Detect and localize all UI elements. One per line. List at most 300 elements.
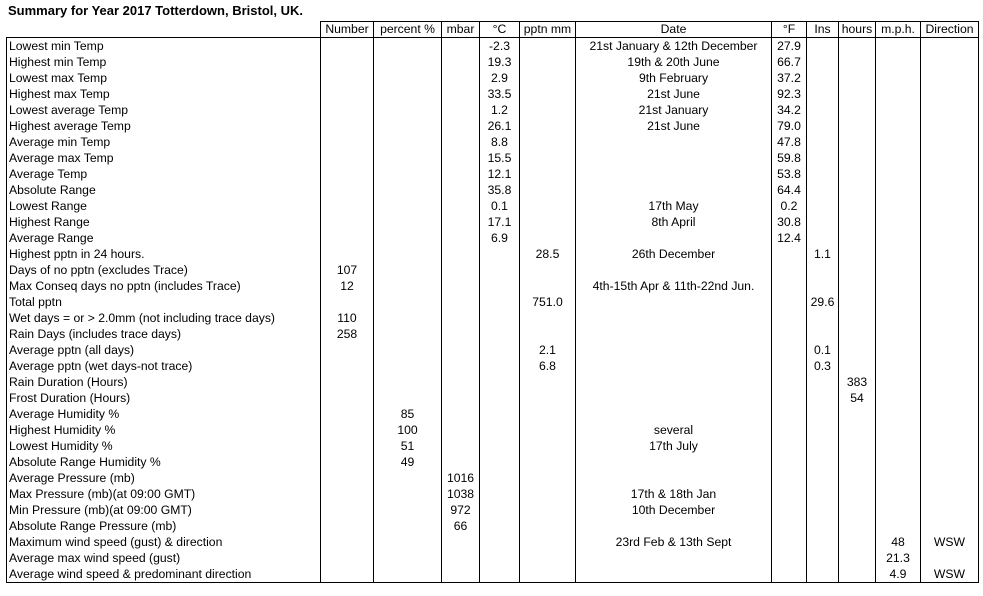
cell-ins	[807, 134, 839, 150]
cell-pptn	[520, 118, 576, 134]
cell-date: 23rd Feb & 13th Sept	[576, 534, 772, 550]
cell-ins	[807, 422, 839, 438]
header-row	[7, 22, 979, 38]
cell-mph	[876, 454, 921, 470]
cell-direction	[921, 518, 979, 534]
cell-direction	[921, 438, 979, 454]
cell-percent	[374, 326, 442, 342]
cell-mph	[876, 342, 921, 358]
cell-percent	[374, 534, 442, 550]
cell-mbar	[442, 374, 480, 390]
cell-mbar	[442, 86, 480, 102]
cell-pptn	[520, 502, 576, 518]
table-row	[7, 566, 979, 583]
cell-hours: 54	[839, 390, 876, 406]
cell-celsius	[480, 342, 520, 358]
cell-fahrenheit: 37.2	[772, 70, 807, 86]
cell-date: 9th February	[576, 70, 772, 86]
cell-mbar	[442, 118, 480, 134]
table-row	[7, 294, 979, 310]
cell-label: Average pptn (wet days-not trace)	[7, 358, 321, 374]
cell-mbar: 1038	[442, 486, 480, 502]
cell-direction	[921, 358, 979, 374]
cell-percent	[374, 294, 442, 310]
table-body	[7, 38, 979, 583]
cell-date	[576, 262, 772, 278]
table-row	[7, 38, 979, 55]
header-label-cell	[7, 22, 321, 38]
cell-percent	[374, 70, 442, 86]
cell-ins	[807, 550, 839, 566]
cell-mph	[876, 102, 921, 118]
cell-fahrenheit	[772, 470, 807, 486]
table-row	[7, 198, 979, 214]
cell-celsius: 6.9	[480, 230, 520, 246]
header-mbar: mbar	[442, 22, 480, 38]
cell-hours	[839, 310, 876, 326]
cell-percent: 85	[374, 406, 442, 422]
cell-celsius	[480, 566, 520, 583]
cell-number	[321, 54, 374, 70]
cell-celsius: 1.2	[480, 102, 520, 118]
cell-mbar: 1016	[442, 470, 480, 486]
cell-date	[576, 310, 772, 326]
cell-celsius: 33.5	[480, 86, 520, 102]
cell-hours	[839, 406, 876, 422]
cell-pptn	[520, 150, 576, 166]
header-percent: percent %	[374, 22, 442, 38]
cell-label: Average Humidity %	[7, 406, 321, 422]
cell-fahrenheit: 92.3	[772, 86, 807, 102]
cell-celsius	[480, 534, 520, 550]
cell-pptn	[520, 566, 576, 583]
cell-label: Average wind speed & predominant direction	[7, 566, 321, 583]
cell-label: Total pptn	[7, 294, 321, 310]
cell-fahrenheit: 59.8	[772, 150, 807, 166]
cell-direction	[921, 422, 979, 438]
cell-fahrenheit: 30.8	[772, 214, 807, 230]
cell-fahrenheit	[772, 566, 807, 583]
cell-direction	[921, 406, 979, 422]
cell-direction	[921, 374, 979, 390]
cell-mph	[876, 182, 921, 198]
cell-hours	[839, 262, 876, 278]
cell-celsius: -2.3	[480, 38, 520, 55]
cell-direction	[921, 310, 979, 326]
cell-direction	[921, 294, 979, 310]
cell-pptn	[520, 406, 576, 422]
summary-table	[6, 21, 979, 583]
cell-date: 19th & 20th June	[576, 54, 772, 70]
cell-hours	[839, 438, 876, 454]
cell-pptn	[520, 470, 576, 486]
cell-mph: 4.9	[876, 566, 921, 583]
cell-mbar	[442, 534, 480, 550]
cell-date	[576, 454, 772, 470]
header-hours: hours	[839, 22, 876, 38]
cell-direction	[921, 230, 979, 246]
cell-date	[576, 470, 772, 486]
header-fahrenheit: °F	[772, 22, 807, 38]
cell-ins	[807, 166, 839, 182]
cell-percent	[374, 38, 442, 55]
cell-celsius	[480, 454, 520, 470]
cell-mph	[876, 502, 921, 518]
cell-number	[321, 438, 374, 454]
cell-celsius	[480, 550, 520, 566]
cell-number	[321, 230, 374, 246]
cell-date	[576, 326, 772, 342]
cell-celsius: 19.3	[480, 54, 520, 70]
cell-mph	[876, 214, 921, 230]
cell-mph	[876, 470, 921, 486]
cell-pptn	[520, 182, 576, 198]
cell-pptn: 2.1	[520, 342, 576, 358]
cell-mbar	[442, 166, 480, 182]
cell-date: several	[576, 422, 772, 438]
cell-pptn	[520, 198, 576, 214]
header-number: Number	[321, 22, 374, 38]
cell-ins	[807, 86, 839, 102]
table-row	[7, 326, 979, 342]
cell-ins	[807, 54, 839, 70]
table-row	[7, 150, 979, 166]
cell-number	[321, 454, 374, 470]
cell-direction	[921, 70, 979, 86]
cell-label: Highest Range	[7, 214, 321, 230]
cell-label: Average pptn (all days)	[7, 342, 321, 358]
cell-direction: WSW	[921, 534, 979, 550]
cell-hours	[839, 166, 876, 182]
table-row	[7, 278, 979, 294]
cell-direction	[921, 486, 979, 502]
cell-pptn	[520, 310, 576, 326]
table-row	[7, 470, 979, 486]
cell-pptn	[520, 134, 576, 150]
cell-date	[576, 134, 772, 150]
cell-percent: 100	[374, 422, 442, 438]
cell-fahrenheit	[772, 310, 807, 326]
cell-celsius	[480, 278, 520, 294]
cell-mph	[876, 54, 921, 70]
header-date: Date	[576, 22, 772, 38]
cell-mph	[876, 358, 921, 374]
cell-celsius	[480, 294, 520, 310]
cell-pptn	[520, 278, 576, 294]
table-row	[7, 214, 979, 230]
cell-number	[321, 102, 374, 118]
cell-direction	[921, 390, 979, 406]
cell-direction	[921, 246, 979, 262]
cell-percent	[374, 214, 442, 230]
cell-percent	[374, 502, 442, 518]
cell-number	[321, 422, 374, 438]
cell-mbar	[442, 566, 480, 583]
cell-pptn	[520, 70, 576, 86]
cell-date: 21st June	[576, 86, 772, 102]
cell-hours	[839, 454, 876, 470]
cell-ins	[807, 438, 839, 454]
cell-hours	[839, 38, 876, 55]
cell-pptn	[520, 390, 576, 406]
cell-label: Rain Days (includes trace days)	[7, 326, 321, 342]
cell-mph	[876, 246, 921, 262]
cell-direction	[921, 118, 979, 134]
cell-mph	[876, 422, 921, 438]
cell-pptn	[520, 422, 576, 438]
cell-celsius	[480, 486, 520, 502]
cell-celsius	[480, 390, 520, 406]
cell-pptn	[520, 534, 576, 550]
cell-celsius: 2.9	[480, 70, 520, 86]
cell-pptn	[520, 38, 576, 55]
cell-percent	[374, 166, 442, 182]
cell-mbar	[442, 150, 480, 166]
cell-direction	[921, 86, 979, 102]
cell-number	[321, 342, 374, 358]
cell-fahrenheit	[772, 518, 807, 534]
header-celsius: °C	[480, 22, 520, 38]
cell-mbar	[442, 230, 480, 246]
cell-label: Frost Duration (Hours)	[7, 390, 321, 406]
cell-label: Average min Temp	[7, 134, 321, 150]
cell-hours	[839, 214, 876, 230]
cell-mph: 48	[876, 534, 921, 550]
cell-number: 258	[321, 326, 374, 342]
cell-percent	[374, 278, 442, 294]
cell-mbar	[442, 182, 480, 198]
cell-ins	[807, 262, 839, 278]
cell-label: Lowest max Temp	[7, 70, 321, 86]
cell-ins: 0.3	[807, 358, 839, 374]
table-row	[7, 518, 979, 534]
cell-percent: 49	[374, 454, 442, 470]
cell-direction	[921, 278, 979, 294]
cell-label: Absolute Range	[7, 182, 321, 198]
cell-hours	[839, 294, 876, 310]
cell-celsius: 12.1	[480, 166, 520, 182]
cell-direction	[921, 326, 979, 342]
cell-celsius	[480, 374, 520, 390]
cell-label: Days of no pptn (excludes Trace)	[7, 262, 321, 278]
cell-mbar	[442, 358, 480, 374]
cell-fahrenheit: 66.7	[772, 54, 807, 70]
cell-mph	[876, 390, 921, 406]
cell-label: Average Temp	[7, 166, 321, 182]
cell-mbar	[442, 278, 480, 294]
cell-pptn: 6.8	[520, 358, 576, 374]
table-row	[7, 246, 979, 262]
cell-mbar	[442, 70, 480, 86]
cell-hours	[839, 54, 876, 70]
table-row	[7, 534, 979, 550]
cell-number	[321, 198, 374, 214]
table-row	[7, 454, 979, 470]
cell-mph	[876, 262, 921, 278]
cell-hours	[839, 534, 876, 550]
cell-number	[321, 214, 374, 230]
cell-mbar	[442, 102, 480, 118]
cell-pptn: 751.0	[520, 294, 576, 310]
cell-percent	[374, 86, 442, 102]
cell-percent	[374, 230, 442, 246]
cell-fahrenheit	[772, 278, 807, 294]
cell-percent	[374, 150, 442, 166]
cell-hours	[839, 70, 876, 86]
table-row	[7, 486, 979, 502]
cell-hours	[839, 182, 876, 198]
cell-fahrenheit: 0.2	[772, 198, 807, 214]
cell-direction	[921, 102, 979, 118]
cell-fahrenheit: 34.2	[772, 102, 807, 118]
cell-number: 12	[321, 278, 374, 294]
cell-date: 8th April	[576, 214, 772, 230]
cell-mph	[876, 326, 921, 342]
cell-date	[576, 518, 772, 534]
cell-mbar: 972	[442, 502, 480, 518]
cell-label: Absolute Range Humidity %	[7, 454, 321, 470]
cell-direction	[921, 166, 979, 182]
cell-label: Rain Duration (Hours)	[7, 374, 321, 390]
cell-label: Highest min Temp	[7, 54, 321, 70]
cell-celsius	[480, 406, 520, 422]
table-row	[7, 70, 979, 86]
page-title: Summary for Year 2017 Totterdown, Bristol, UK.	[8, 3, 303, 18]
cell-ins	[807, 374, 839, 390]
cell-pptn	[520, 102, 576, 118]
cell-celsius: 17.1	[480, 214, 520, 230]
cell-celsius	[480, 502, 520, 518]
cell-percent	[374, 390, 442, 406]
cell-ins	[807, 150, 839, 166]
cell-mph	[876, 438, 921, 454]
cell-number	[321, 38, 374, 55]
cell-fahrenheit: 79.0	[772, 118, 807, 134]
cell-date	[576, 406, 772, 422]
cell-mph	[876, 198, 921, 214]
cell-mbar	[442, 214, 480, 230]
cell-date: 4th-15th Apr & 11th-22nd Jun.	[576, 278, 772, 294]
cell-hours	[839, 486, 876, 502]
cell-hours	[839, 150, 876, 166]
cell-ins	[807, 502, 839, 518]
cell-label: Wet days = or > 2.0mm (not including trace days)	[7, 310, 321, 326]
cell-ins	[807, 566, 839, 583]
cell-number	[321, 550, 374, 566]
cell-percent	[374, 246, 442, 262]
cell-fahrenheit	[772, 326, 807, 342]
cell-fahrenheit: 53.8	[772, 166, 807, 182]
cell-fahrenheit: 27.9	[772, 38, 807, 55]
cell-fahrenheit	[772, 550, 807, 566]
cell-fahrenheit	[772, 534, 807, 550]
cell-direction	[921, 454, 979, 470]
cell-date	[576, 166, 772, 182]
cell-number: 110	[321, 310, 374, 326]
table-row	[7, 422, 979, 438]
table-row	[7, 310, 979, 326]
cell-hours	[839, 422, 876, 438]
cell-fahrenheit	[772, 262, 807, 278]
cell-ins: 29.6	[807, 294, 839, 310]
cell-celsius	[480, 358, 520, 374]
cell-pptn	[520, 518, 576, 534]
cell-fahrenheit: 64.4	[772, 182, 807, 198]
cell-label: Average max wind speed (gust)	[7, 550, 321, 566]
table-row	[7, 438, 979, 454]
table-row	[7, 374, 979, 390]
cell-mbar	[442, 246, 480, 262]
cell-fahrenheit	[772, 454, 807, 470]
cell-pptn	[520, 214, 576, 230]
cell-celsius	[480, 246, 520, 262]
cell-ins	[807, 230, 839, 246]
cell-hours	[839, 342, 876, 358]
cell-number	[321, 166, 374, 182]
cell-mph	[876, 134, 921, 150]
cell-pptn	[520, 438, 576, 454]
cell-hours	[839, 134, 876, 150]
cell-mph	[876, 486, 921, 502]
header-direction: Direction	[921, 22, 979, 38]
cell-label: Average Pressure (mb)	[7, 470, 321, 486]
cell-percent	[374, 374, 442, 390]
cell-label: Lowest Range	[7, 198, 321, 214]
cell-celsius	[480, 310, 520, 326]
cell-mbar	[442, 294, 480, 310]
cell-ins: 1.1	[807, 246, 839, 262]
cell-celsius: 0.1	[480, 198, 520, 214]
cell-date	[576, 374, 772, 390]
cell-number	[321, 374, 374, 390]
cell-hours	[839, 502, 876, 518]
table-row	[7, 550, 979, 566]
cell-celsius	[480, 326, 520, 342]
cell-date	[576, 390, 772, 406]
cell-celsius	[480, 470, 520, 486]
cell-percent	[374, 550, 442, 566]
cell-label: Lowest Humidity %	[7, 438, 321, 454]
cell-pptn	[520, 166, 576, 182]
cell-ins	[807, 470, 839, 486]
cell-ins	[807, 214, 839, 230]
cell-fahrenheit	[772, 406, 807, 422]
cell-pptn	[520, 86, 576, 102]
cell-direction	[921, 134, 979, 150]
cell-celsius: 35.8	[480, 182, 520, 198]
cell-ins	[807, 102, 839, 118]
cell-ins	[807, 390, 839, 406]
cell-mbar	[442, 406, 480, 422]
cell-mbar	[442, 198, 480, 214]
header-mph: m.p.h.	[876, 22, 921, 38]
cell-direction	[921, 214, 979, 230]
cell-percent: 51	[374, 438, 442, 454]
cell-mbar	[442, 454, 480, 470]
cell-number	[321, 246, 374, 262]
cell-direction	[921, 182, 979, 198]
cell-mph: 21.3	[876, 550, 921, 566]
cell-mph	[876, 310, 921, 326]
cell-fahrenheit	[772, 294, 807, 310]
cell-ins	[807, 118, 839, 134]
cell-label: Lowest average Temp	[7, 102, 321, 118]
cell-mph	[876, 70, 921, 86]
cell-hours	[839, 326, 876, 342]
table-row	[7, 358, 979, 374]
cell-mph	[876, 150, 921, 166]
cell-mbar	[442, 342, 480, 358]
